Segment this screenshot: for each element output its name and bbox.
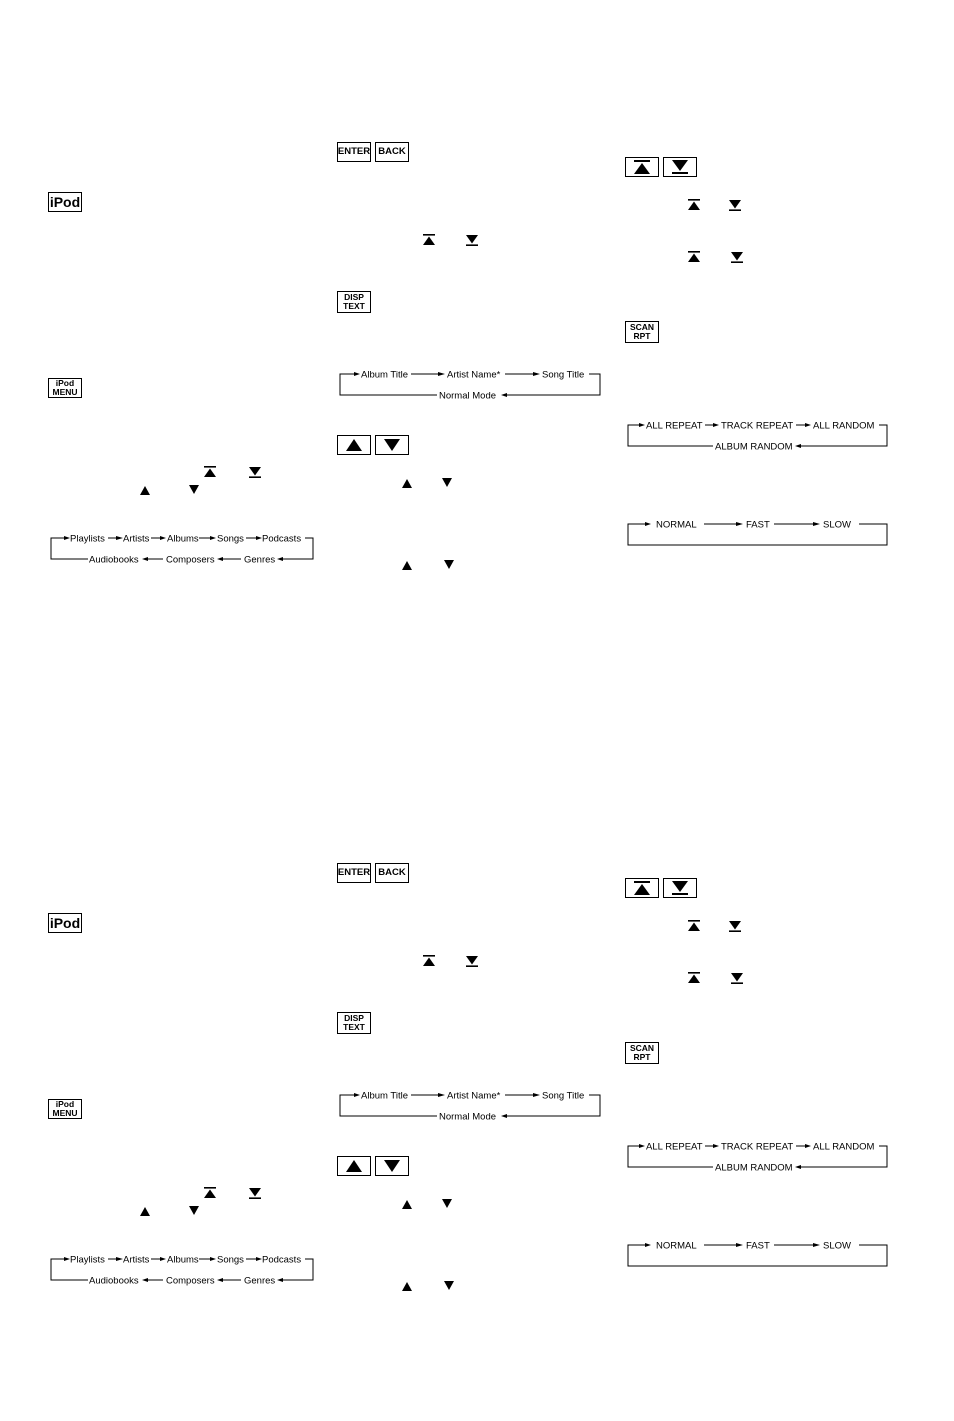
menu-item-playlists: Playlists [70,533,105,545]
display-item-album-title: Album Title [361,369,408,381]
repeat-item-track-repeat: TRACK REPEAT [721,420,794,432]
disp-text-label-2: TEXT [343,1022,365,1032]
display-item-song-title: Song Title [542,1090,585,1102]
ipod-menu-label-1: iPod [55,378,75,388]
menu-category-flow [48,528,318,568]
menu-item-artists: Artists [123,533,150,545]
page-top-section [0,0,954,700]
menu-item-songs: Songs [217,533,244,545]
skip-up-icon [687,920,701,932]
speed-mode-flow [625,1235,891,1271]
display-mode-flow [337,364,603,404]
skip-down-icon [730,972,744,984]
skip-down-icon [248,466,262,478]
up-button[interactable] [337,1156,371,1176]
triangle-up-icon [400,1280,414,1292]
ipod-menu-label-2: MENU [52,387,78,397]
display-item-song-title: Song Title [542,369,585,381]
ipod-button-label: iPod [49,915,81,931]
display-item-normal-mode: Normal Mode [439,1111,497,1123]
menu-item-podcasts: Podcasts [262,1254,302,1266]
skip-down-icon [671,881,689,895]
ipod-menu-label-2: MENU [52,1108,78,1118]
triangle-up-icon [400,559,414,571]
triangle-up-icon [346,439,362,451]
scan-rpt-label-1: SCAN [629,322,655,332]
repeat-item-album-random: ALBUM RANDOM [715,441,793,453]
skip-up-icon [633,881,651,895]
repeat-mode-flow [625,415,891,455]
repeat-item-all-repeat: ALL REPEAT [646,1141,703,1153]
speed-item-slow: SLOW [823,1240,851,1252]
skip-up-icon [203,1187,217,1199]
back-button-label: BACK [378,146,406,158]
ipod-button[interactable] [48,913,82,933]
skip-down-icon [465,955,479,967]
disp-text-label-1: DISP [344,292,364,302]
display-item-artist-name: Artist Name* [447,1090,501,1102]
menu-item-audiobooks: Audiobooks [89,1275,139,1287]
scan-rpt-button[interactable] [625,321,659,343]
skip-down-icon [730,251,744,263]
skip-up-button[interactable] [625,157,659,177]
ipod-button[interactable] [48,192,82,212]
skip-down-icon [728,920,742,932]
triangle-down-icon [384,1160,400,1172]
speed-item-fast: FAST [746,519,770,531]
menu-item-composers: Composers [166,1275,215,1287]
up-button[interactable] [337,435,371,455]
enter-button[interactable] [337,863,371,883]
menu-item-albums: Albums [167,1254,199,1266]
disp-text-button[interactable] [337,291,371,313]
menu-item-playlists: Playlists [70,1254,105,1266]
menu-item-artists: Artists [123,1254,150,1266]
skip-up-icon [687,251,701,263]
skip-down-icon [728,199,742,211]
disp-text-button[interactable] [337,1012,371,1034]
skip-down-icon [671,160,689,174]
speed-item-normal: NORMAL [656,519,697,531]
triangle-down-icon [187,1205,201,1217]
triangle-up-icon [400,1198,414,1210]
scan-rpt-button[interactable] [625,1042,659,1064]
speed-item-fast: FAST [746,1240,770,1252]
scan-rpt-label-1: SCAN [629,1043,655,1053]
down-button[interactable] [375,1156,409,1176]
skip-up-icon [203,466,217,478]
skip-up-button[interactable] [625,878,659,898]
back-button-label: BACK [378,867,406,879]
display-item-artist-name: Artist Name* [447,369,501,381]
display-item-album-title: Album Title [361,1090,408,1102]
repeat-item-all-random: ALL RANDOM [813,1141,875,1153]
back-button[interactable] [375,142,409,162]
triangle-down-icon [442,559,456,571]
scan-rpt-label-2: RPT [633,331,651,341]
repeat-mode-flow [625,1136,891,1176]
repeat-item-all-random: ALL RANDOM [813,420,875,432]
triangle-down-icon [440,1198,454,1210]
menu-item-albums: Albums [167,533,199,545]
speed-item-normal: NORMAL [656,1240,697,1252]
down-button[interactable] [375,435,409,455]
triangle-down-icon [442,1280,456,1292]
page-bottom-section [0,721,954,1421]
repeat-item-track-repeat: TRACK REPEAT [721,1141,794,1153]
enter-button-label: ENTER [337,146,371,158]
menu-item-composers: Composers [166,554,215,566]
triangle-down-icon [187,484,201,496]
enter-button-label: ENTER [337,867,371,879]
menu-item-podcasts: Podcasts [262,533,302,545]
skip-up-icon [422,234,436,246]
ipod-menu-button[interactable] [48,378,82,398]
skip-down-button[interactable] [663,157,697,177]
triangle-up-icon [138,1205,152,1217]
ipod-menu-button[interactable] [48,1099,82,1119]
triangle-down-icon [440,477,454,489]
skip-up-icon [422,955,436,967]
skip-up-icon [687,972,701,984]
scan-rpt-label-2: RPT [633,1052,651,1062]
ipod-menu-label-1: iPod [55,1099,75,1109]
speed-item-slow: SLOW [823,519,851,531]
menu-item-genres: Genres [244,1275,276,1287]
enter-button[interactable] [337,142,371,162]
skip-down-icon [248,1187,262,1199]
display-mode-flow [337,1085,603,1125]
speed-mode-flow [625,514,891,550]
triangle-down-icon [384,439,400,451]
back-button[interactable] [375,863,409,883]
skip-down-icon [465,234,479,246]
menu-category-flow [48,1249,318,1289]
repeat-item-all-repeat: ALL REPEAT [646,420,703,432]
skip-up-icon [633,160,651,174]
disp-text-label-2: TEXT [343,301,365,311]
display-item-normal-mode: Normal Mode [439,390,497,402]
menu-item-songs: Songs [217,1254,244,1266]
disp-text-label-1: DISP [344,1013,364,1023]
menu-item-genres: Genres [244,554,276,566]
triangle-up-icon [138,484,152,496]
ipod-button-label: iPod [49,194,81,210]
skip-down-button[interactable] [663,878,697,898]
repeat-item-album-random: ALBUM RANDOM [715,1162,793,1174]
menu-item-audiobooks: Audiobooks [89,554,139,566]
triangle-up-icon [400,477,414,489]
triangle-up-icon [346,1160,362,1172]
skip-up-icon [687,199,701,211]
